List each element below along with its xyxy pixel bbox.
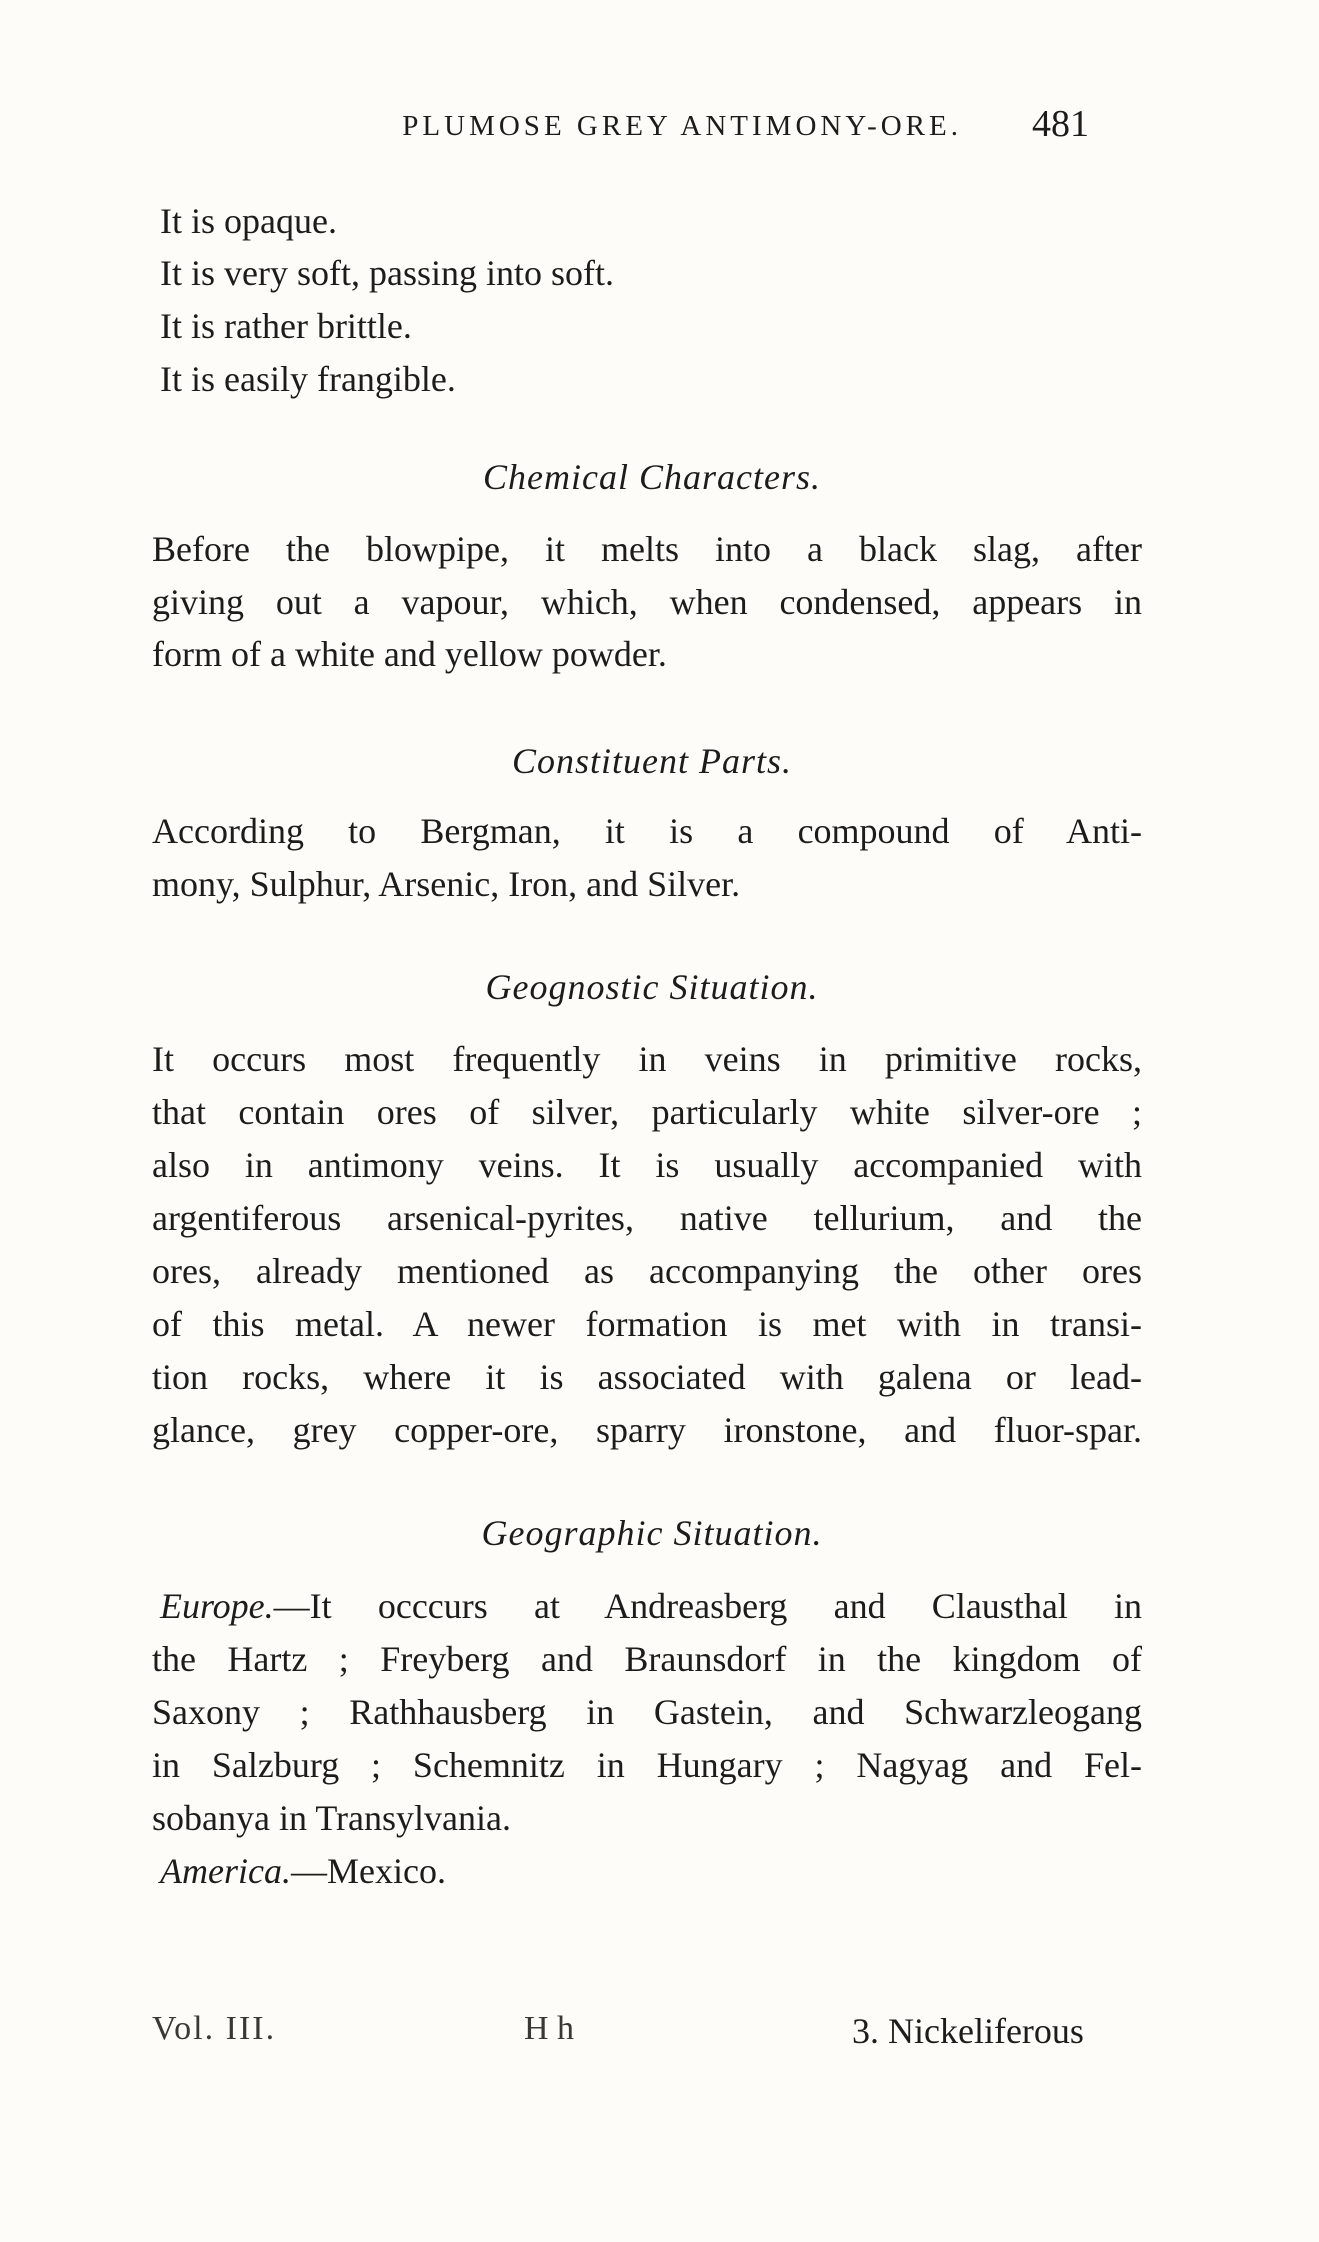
property-line: It is easily frangible. <box>160 359 456 399</box>
page-header <box>152 100 1152 160</box>
text-line: mony, Sulphur, Arsenic, Iron, and Silver. <box>152 864 741 904</box>
page-number: 481 <box>1032 103 1089 145</box>
text-line: Before the blowpipe, it melts into a black slag, after <box>152 529 1142 569</box>
text-fragment: —It occcurs at Andreasberg and Clausthal in <box>273 1586 1142 1626</box>
text-line: glance, grey copper-ore, sparry ironstone, and fluor-spar. <box>152 1410 1142 1450</box>
text-line: According to Bergman, it is a compound of Anti- <box>152 811 1142 851</box>
book-page <box>152 0 1152 2242</box>
catchword: 3. Nickeliferous <box>852 2011 1084 2051</box>
text-line: the Hartz ; Freyberg and Braunsdorf in the kingdom of <box>152 1639 1142 1679</box>
text-line: form of a white and yellow powder. <box>152 634 667 674</box>
text-line: in Salzburg ; Schemnitz in Hungary ; Nagyag and Fel- <box>152 1745 1142 1785</box>
region-label-europe: Europe. <box>160 1586 274 1626</box>
text-line: of this metal. A newer formation is met with in transi- <box>152 1304 1142 1344</box>
text-line: giving out a vapour, which, when condensed, appears in <box>152 582 1142 622</box>
property-line: It is very soft, passing into soft. <box>160 253 614 293</box>
text-line: sobanya in Transylvania. <box>152 1798 511 1838</box>
section-title-constituent: Constituent Parts. <box>511 741 793 781</box>
text-line: also in antimony veins. It is usually accompanied with <box>152 1145 1142 1185</box>
section-title-geognostic: Geognostic Situation. <box>485 967 819 1007</box>
text-line: Saxony ; Rathhausberg in Gastein, and Schwarzleogang <box>152 1692 1142 1732</box>
text-line-america <box>160 1853 446 1889</box>
signature-mark: H h <box>524 2010 575 2047</box>
region-label-america: America. <box>160 1851 291 1891</box>
section-title-geographic: Geographic Situation. <box>481 1513 823 1553</box>
running-title: PLUMOSE GREY ANTIMONY-ORE. <box>402 110 962 142</box>
section-title-chemical: Chemical Characters. <box>483 457 821 497</box>
page-footer <box>152 2000 1152 2060</box>
text-line: argentiferous arsenical-pyrites, native tellurium, and the <box>152 1198 1142 1238</box>
text-line: ores, already mentioned as accompanying the other ores <box>152 1251 1142 1291</box>
text-line: It occurs most frequently in veins in primitive rocks, <box>152 1039 1142 1079</box>
text-line: tion rocks, where it is associated with galena or lead- <box>152 1357 1142 1397</box>
text-line: that contain ores of silver, particularly white silver-ore ; <box>152 1092 1142 1132</box>
text-line-europe <box>160 1588 1142 1624</box>
volume-label: Vol. III. <box>152 2010 277 2047</box>
property-line: It is opaque. <box>160 201 337 241</box>
property-line: It is rather brittle. <box>160 306 412 346</box>
text-fragment: —Mexico. <box>290 1851 446 1891</box>
